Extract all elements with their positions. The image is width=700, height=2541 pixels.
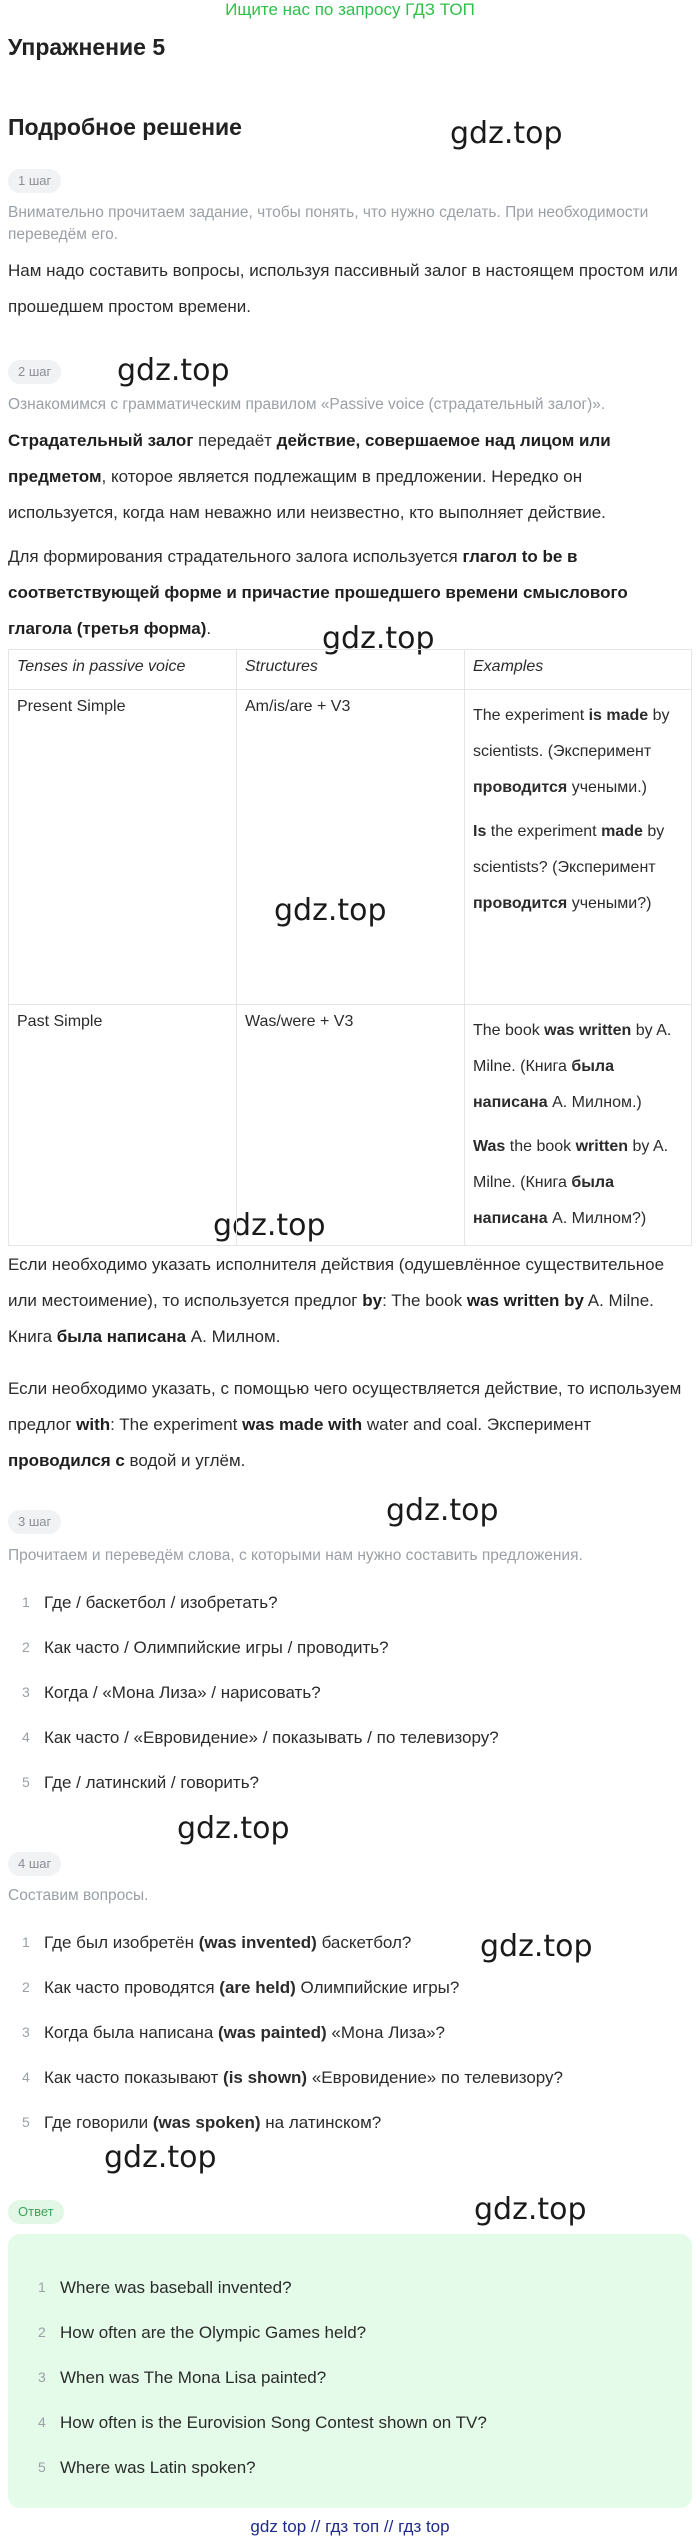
footer-links[interactable]: gdz top // гдз топ // гдз top xyxy=(250,2517,450,2536)
watermark: gdz.top xyxy=(474,2192,587,2227)
watermark: gdz.top xyxy=(177,1811,290,1846)
answer-box xyxy=(8,2234,692,2508)
step-1-badge: 1 шаг xyxy=(8,169,61,193)
table-header-examples: Examples xyxy=(465,650,692,690)
list-item: 1 Where was baseball invented? xyxy=(38,2278,292,2297)
step-4-hint: Составим вопросы. xyxy=(8,1887,149,1904)
list-item: 4 Как часто показывают (is shown) «Евровидение» по телевизору? xyxy=(22,2068,564,2087)
list-item: 3 Когда / «Мона Лиза» / нарисовать? xyxy=(22,1683,321,1702)
rule-paragraph-1: Страдательный залог передаёт действие, совершаемое над лицом или предметом, которое является подлежащим в предложении. Нередко он используется, когда нам неважно или неизвестно, кто выполняет действие. xyxy=(8,431,611,522)
watermark: gdz.top xyxy=(322,621,435,656)
watermark: gdz.top xyxy=(450,116,563,151)
step-3-hint: Прочитаем и переведём слова, с которыми нам нужно составить предложения. xyxy=(8,1547,583,1564)
questions-list xyxy=(8,1920,692,2145)
watermark: gdz.top xyxy=(480,1929,593,1964)
top-banner[interactable]: Ищите нас по запросу ГДЗ ТОП xyxy=(225,0,475,19)
step-1-text: Нам надо составить вопросы, используя пассивный залог в настоящем простом или прошедшем простом времени. xyxy=(8,261,678,316)
step-2-badge: 2 шаг xyxy=(8,360,61,384)
list-item: 4 How often is the Eurovision Song Contest shown on TV? xyxy=(38,2413,487,2432)
answer-list xyxy=(24,2265,674,2490)
rule-paragraph-3: Если необходимо указать исполнителя действия (одушевлённое существительное или местоимение), то используется предлог by: The book was written by A. Milne. Книга была написана А. Милном. xyxy=(8,1255,665,1346)
tense-cell: Present Simple xyxy=(9,690,237,1005)
list-item: 3 When was The Mona Lisa painted? xyxy=(38,2368,327,2387)
watermark: gdz.top xyxy=(104,2140,217,2175)
list-item: 5 Where was Latin spoken? xyxy=(38,2458,256,2477)
list-item: 1 Где был изобретён (was invented) баскетбол? xyxy=(22,1933,412,1952)
table-header-row xyxy=(9,650,692,690)
answer-badge: Ответ xyxy=(8,2200,64,2224)
word-list xyxy=(8,1580,692,1805)
structure-cell: Was/were + V3 xyxy=(237,1005,465,1246)
table-row xyxy=(9,1005,692,1246)
table-header-structures: Structures xyxy=(237,650,465,690)
step-1-hint: Внимательно прочитаем задание, чтобы понять, что нужно сделать. При необходимости переведём его. xyxy=(8,204,649,243)
watermark: gdz.top xyxy=(117,353,230,388)
step-3-badge: 3 шаг xyxy=(8,1510,61,1534)
solution-title: Подробное решение xyxy=(8,114,242,140)
rule-paragraph-2: Для формирования страдательного залога используется глагол to be в соответствующей форме и причастие прошедшего времени смыслового глагола (третья форма). xyxy=(8,547,628,638)
watermark: gdz.top xyxy=(274,893,387,928)
list-item: 1 Где / баскетбол / изобретать? xyxy=(22,1593,278,1612)
table-row xyxy=(9,690,692,1005)
example-sentence: Was the book written by A. Milne. (Книга была написана А. Милном?) xyxy=(473,1138,669,1227)
examples-cell xyxy=(465,690,692,1005)
example-sentence: Is the experiment made by scientists? (Эксперимент проводится учеными?) xyxy=(473,823,665,912)
table-header-tenses: Tenses in passive voice xyxy=(9,650,237,690)
list-item: 5 Где / латинский / говорить? xyxy=(22,1773,260,1792)
list-item: 3 Когда была написана (was painted) «Мона Лиза»? xyxy=(22,2023,446,2042)
watermark: gdz.top xyxy=(213,1208,326,1243)
exercise-title: Упражнение 5 xyxy=(8,34,166,60)
example-sentence: The experiment is made by scientists. (Эксперимент проводится учеными.) xyxy=(473,707,670,796)
list-item: 2 How often are the Olympic Games held? xyxy=(38,2323,367,2342)
examples-cell xyxy=(465,1005,692,1246)
list-item: 5 Где говорили (was spoken) на латинском? xyxy=(22,2113,382,2132)
step-2-hint: Ознакомимся с грамматическим правилом «Passive voice (страдательный залог)». xyxy=(8,396,606,413)
rule-paragraph-4: Если необходимо указать, с помощью чего осуществляется действие, то используем предлог with: The experiment was made with water and coal. Эксперимент проводился с водой и углём. xyxy=(8,1379,682,1470)
example-sentence: The book was written by A. Milne. (Книга была написана А. Милном.) xyxy=(473,1022,672,1111)
step-4-badge: 4 шаг xyxy=(8,1852,61,1876)
list-item: 2 Как часто / Олимпийские игры / проводить? xyxy=(22,1638,389,1657)
watermark: gdz.top xyxy=(386,1493,499,1528)
list-item: 4 Как часто / «Евровидение» / показывать / по телевизору? xyxy=(22,1728,499,1747)
list-item: 2 Как часто проводятся (are held) Олимпийские игры? xyxy=(22,1978,460,1997)
structure-cell: Am/is/are + V3 xyxy=(237,690,465,1005)
tense-cell: Past Simple xyxy=(9,1005,237,1246)
rule-term: Страдательный залог xyxy=(8,431,194,450)
grammar-table xyxy=(8,649,692,1246)
